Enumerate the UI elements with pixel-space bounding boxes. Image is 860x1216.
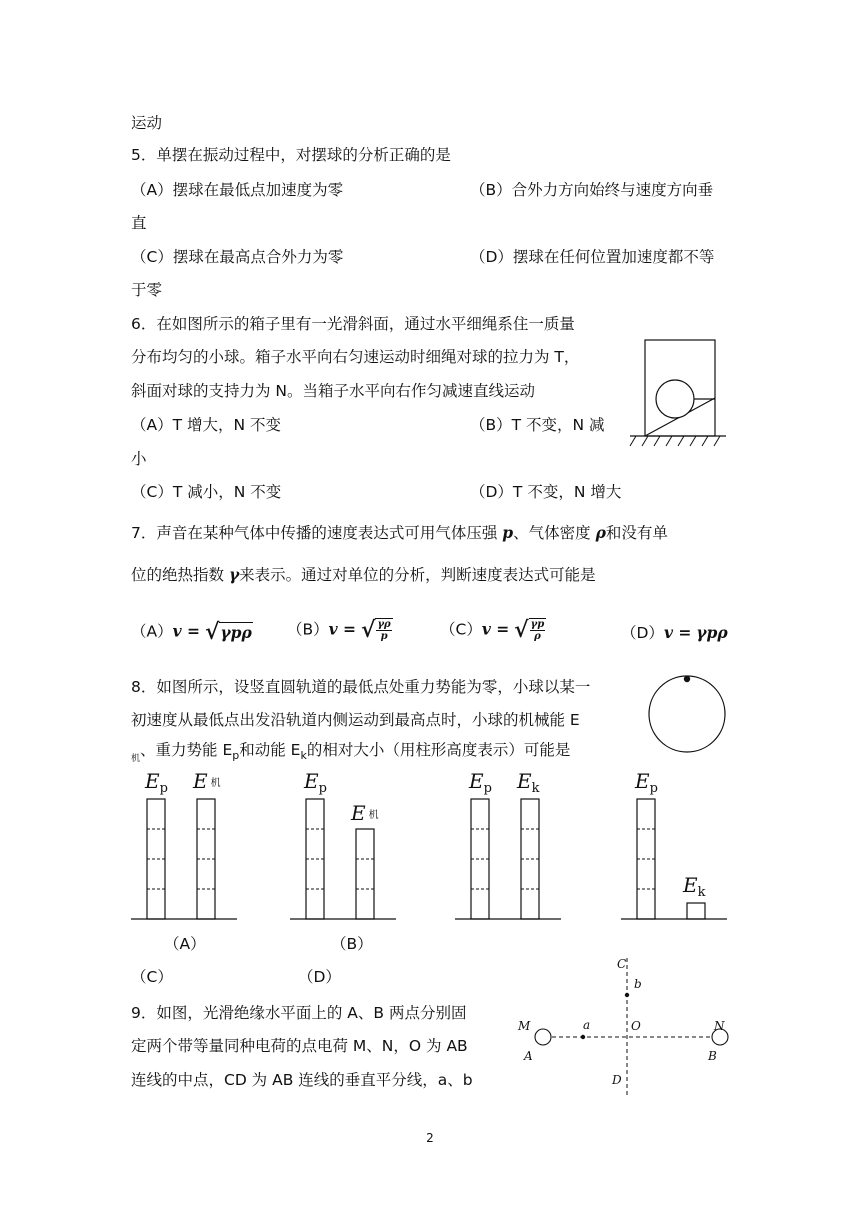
q8-text: 的相对大小（用柱形高度表示）可能是 (306, 741, 571, 759)
label-n: N (714, 1019, 725, 1033)
subscript-k: k (300, 749, 307, 762)
fraction-denominator: ρ (534, 631, 541, 642)
q6-option-d: （D）T 不变，N 增大 (470, 483, 622, 501)
q5-option-a: （A）摆球在最低点加速度为零 (131, 181, 344, 199)
option-label: （C） (440, 620, 482, 639)
q5-option-c: （C）摆球在最高点合外力为零 (131, 248, 344, 266)
option-label: （A） (131, 622, 173, 641)
option-label: （D） (621, 624, 664, 642)
label-a-point: a (583, 1018, 591, 1032)
label-ek-d: $E_k$ (683, 873, 706, 900)
page-number: 2 (426, 1131, 434, 1145)
label-ep-b: $E_p$ (304, 769, 327, 796)
label-ej-b: E机 (351, 801, 379, 825)
q6-option-b-cont: 小 (131, 450, 147, 468)
label-ep-c: $E_p$ (469, 769, 492, 796)
question-9-stem-3: 连线的中点，CD 为 AB 连线的垂直平分线，a、b (131, 1071, 473, 1089)
q7-text: 位的绝热指数 (131, 566, 229, 584)
caption-b: （B） (331, 935, 373, 953)
q7-option-c (440, 618, 546, 642)
q6-option-b: （B）T 不变，N 减 (470, 416, 605, 434)
fraction-numerator: γp (530, 619, 545, 630)
question-7-stem-1 (131, 523, 668, 543)
formula-radicand: γpρ (220, 622, 252, 642)
text-line: 运动 (131, 114, 163, 132)
q8-text: 和动能 E (239, 741, 301, 759)
question-9-stem-1: 9．如图，光滑绝缘水平面上的 A、B 两点分别固 (131, 1004, 467, 1022)
q6-option-a: （A）T 增大，N 不变 (131, 416, 282, 434)
symbol-rho: ρ (595, 523, 606, 542)
q5-option-b-cont: 直 (131, 214, 147, 232)
label-ek-c: $E_k$ (517, 769, 540, 796)
question-6-stem-3: 斜面对球的支持力为 N。当箱子水平向右作匀减速直线运动 (131, 382, 536, 400)
formula-v: v = (328, 619, 357, 639)
label-c: C (617, 957, 627, 971)
sqrt-expression: √ $\frac{\gamma\rho}{p}$ (360, 617, 391, 643)
question-6-stem-1: 6．在如图所示的箱子里有一光滑斜面，通过水平细绳系住一质量 (131, 315, 575, 333)
label-b: B (708, 1049, 717, 1063)
box-incline-figure (628, 338, 728, 452)
label-ej-a: E机 (193, 769, 221, 793)
question-6-stem-2: 分布均匀的小球。箱子水平向右匀速运动时细绳对球的拉力为 T， (131, 348, 580, 366)
charges-figure (512, 950, 747, 1100)
subscript-p: p (232, 749, 240, 762)
symbol-p: p (502, 523, 514, 542)
q8-text: 、重力势能 E (140, 741, 233, 759)
energy-bar-diagrams (125, 764, 745, 929)
question-9-stem-2: 定两个带等量同种电荷的点电荷 M、N，O 为 AB (131, 1037, 468, 1055)
q7-option-a (131, 621, 253, 643)
label-o: O (631, 1019, 641, 1033)
subscript-ji: 机 (131, 754, 141, 764)
formula-expression: γpρ (696, 623, 728, 642)
question-5-stem: 5．单摆在振动过程中，对摆球的分析正确的是 (131, 146, 451, 164)
fraction-numerator: γρ (377, 619, 391, 630)
circular-track-figure (645, 668, 731, 760)
caption-c: （C） (131, 968, 173, 986)
q7-option-d (621, 623, 728, 643)
formula-v: v = (172, 621, 200, 641)
sqrt-expression: √ $\frac{\gamma p}{\rho}$ (514, 617, 545, 643)
label-ep-a: $E_p$ (145, 769, 168, 796)
symbol-gamma: γ (228, 565, 240, 584)
q5-option-d: （D）摆球在任何位置加速度都不等 (470, 248, 715, 266)
question-7-stem-2 (131, 565, 596, 585)
label-d: D (612, 1073, 622, 1087)
q7-text: 和没有单 (605, 524, 668, 542)
sqrt-expression: √ γpρ (204, 619, 252, 645)
point-a (581, 1035, 585, 1039)
q7-text: 7．声音在某种气体中传播的速度表达式可用气体压强 (131, 524, 503, 542)
q5-option-d-cont: 于零 (131, 281, 163, 299)
q6-option-c: （C）T 减小，N 不变 (131, 483, 282, 501)
question-8-stem-2: 初速度从最低点出发沿轨道内侧运动到最高点时，小球的机械能 E (131, 711, 580, 729)
q7-option-b (287, 618, 393, 642)
q7-text: 来表示。通过对单位的分析，判断速度表达式可能是 (239, 566, 596, 584)
option-label: （B） (287, 620, 329, 639)
charge-m (535, 1029, 551, 1045)
formula-v: v = (663, 623, 692, 642)
q7-text: 、气体密度 (513, 524, 596, 542)
q5-option-b: （B）合外力方向始终与速度方向垂 (470, 181, 714, 199)
label-a: A (524, 1049, 533, 1063)
label-m: M (518, 1019, 531, 1033)
caption-a: （A） (164, 935, 206, 953)
question-8-stem-1: 8．如图所示，设竖直圆轨道的最低点处重力势能为零，小球以某一 (131, 678, 591, 696)
label-ep-d: $E_p$ (635, 769, 658, 796)
caption-d: （D） (298, 968, 341, 986)
fraction-denominator: p (380, 631, 388, 642)
formula-v: v = (481, 619, 510, 639)
label-b-point: b (634, 977, 642, 991)
ball-dot (684, 676, 690, 682)
point-b (625, 993, 629, 997)
